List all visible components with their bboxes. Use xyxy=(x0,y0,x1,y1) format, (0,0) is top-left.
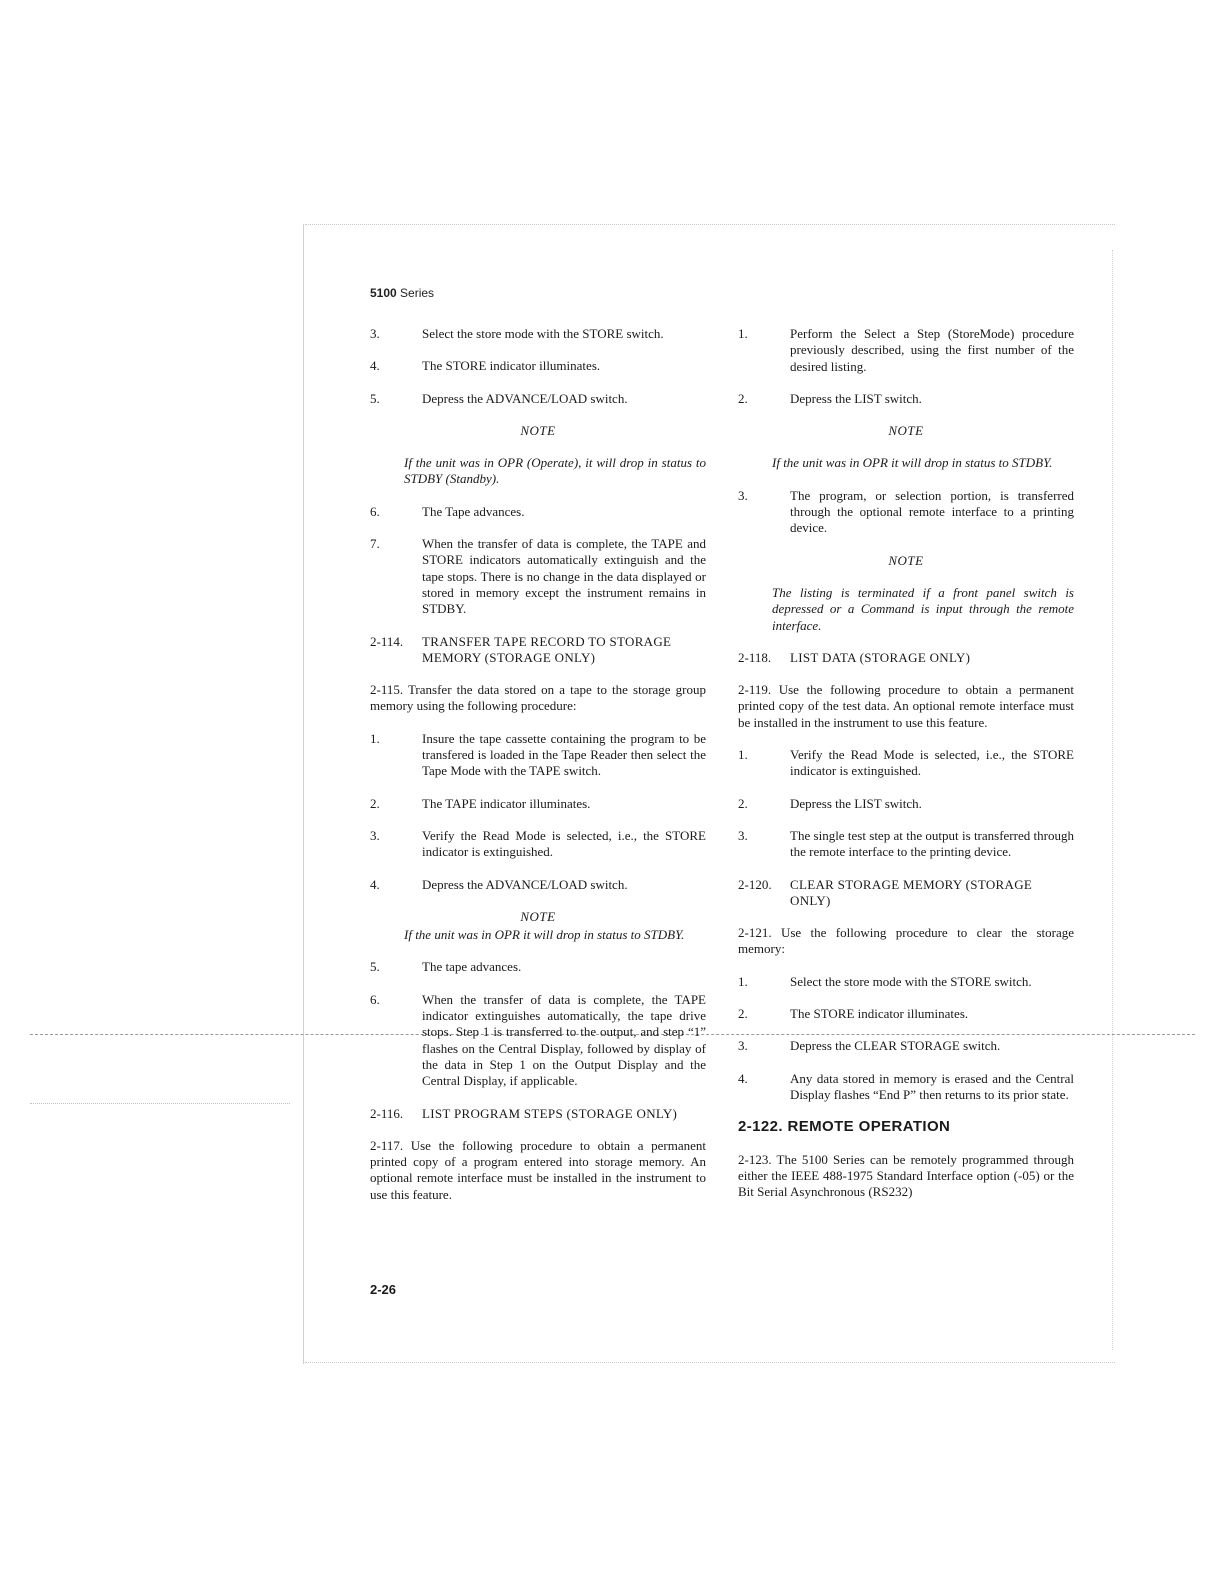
step-number: 4. xyxy=(370,358,380,374)
step-number: 3. xyxy=(738,827,748,843)
list-item xyxy=(738,747,1074,780)
step-text: Verify the Read Mode is selected, i.e., the STORE indicator is extinguished. xyxy=(422,827,706,860)
step-number: 2. xyxy=(738,390,748,406)
step-number: 7. xyxy=(370,536,380,552)
step-text: Select the store mode with the STORE switch. xyxy=(422,326,664,341)
step-text: Perform the Select a Step (StoreMode) procedure previously described, using the first number of the desired listing. xyxy=(790,326,1074,374)
section-heading-2-114 xyxy=(370,634,706,667)
paragraph-2-121: 2-121. Use the following procedure to clear the storage memory: xyxy=(738,925,1074,957)
scan-border-left xyxy=(303,224,304,1364)
step-text: Depress the ADVANCE/LOAD switch. xyxy=(422,876,628,892)
step-number: 2. xyxy=(370,795,380,811)
list-item xyxy=(370,358,706,374)
section-title: LIST PROGRAM STEPS (STORAGE ONLY) xyxy=(422,1105,678,1121)
note-title: NOTE xyxy=(520,908,556,924)
list-item xyxy=(370,731,706,780)
header-series: Series xyxy=(400,286,435,300)
paragraph-2-123: 2-123. The 5100 Series can be remotely programmed through either the IEEE 488-1975 Standard Interface option (-05) or the Bit Serial Asynchronous (RS232) xyxy=(738,1151,1074,1200)
step-number: 2. xyxy=(738,1006,748,1022)
paragraph-2-117: 2-117. Use the following procedure to obtain a permanent printed copy of a program entered into storage memory. An optional remote interface must be installed in the instrument to use this feature. xyxy=(370,1137,706,1202)
list-item xyxy=(738,974,1074,990)
page-header xyxy=(370,286,434,300)
step-text: When the transfer of data is complete, the TAPE and STORE indicators automatically extinguish and the tape stops. There is no change in the data displayed or stored in memory except the instrument remains in STDBY. xyxy=(422,536,706,617)
step-number: 6. xyxy=(370,991,380,1007)
section-title: LIST DATA (STORAGE ONLY) xyxy=(790,649,971,665)
step-text: Depress the LIST switch. xyxy=(790,795,922,811)
paragraph-2-115: 2-115. Transfer the data stored on a tape to the storage group memory using the following procedure: xyxy=(370,682,706,714)
note-text: If the unit was in OPR it will drop in status to STDBY. xyxy=(404,927,685,943)
step-number: 3. xyxy=(738,487,748,503)
scan-border-top xyxy=(305,224,1115,225)
note-text: If the unit was in OPR it will drop in status to STDBY. xyxy=(772,455,1053,471)
step-number: 1. xyxy=(738,326,748,341)
step-text: Any data stored in memory is erased and the Central Display flashes “End P” then returns to its prior state. xyxy=(790,1070,1074,1102)
step-text: Depress the ADVANCE/LOAD switch. xyxy=(422,390,628,406)
list-item xyxy=(738,828,1074,861)
step-text: Depress the CLEAR STORAGE switch. xyxy=(790,1038,1001,1054)
note-title: NOTE xyxy=(888,552,924,568)
list-item xyxy=(738,488,1074,537)
left-column xyxy=(370,326,706,1219)
step-text: The program, or selection portion, is transferred through the optional remote interface to a printing device. xyxy=(790,487,1074,536)
section-number: 2-114. xyxy=(370,633,404,649)
header-model: 5100 xyxy=(370,286,397,300)
step-text: The STORE indicator illuminates. xyxy=(790,1006,969,1022)
step-text: Verify the Read Mode is selected, i.e., the STORE indicator is extinguished. xyxy=(790,747,1074,779)
section-heading-2-116 xyxy=(370,1106,706,1122)
section-heading-2-120 xyxy=(738,877,1074,910)
section-number: 2-116. xyxy=(370,1105,404,1121)
paragraph-2-119: 2-119. Use the following procedure to obtain a permanent printed copy of the test data. An optional remote interface must be installed in the instrument to use this feature. xyxy=(738,682,1074,730)
step-text: Insure the tape cassette containing the program to be transfered is loaded in the Tape Reader then select the Tape Mode with the TAPE switch. xyxy=(422,730,706,779)
step-number: 5. xyxy=(370,959,380,975)
step-number: 4. xyxy=(738,1070,748,1086)
page-number: 2-26 xyxy=(370,1282,397,1297)
section-title: TRANSFER TAPE RECORD TO STORAGE MEMORY (STORAGE ONLY) xyxy=(422,633,672,665)
list-item xyxy=(370,504,706,520)
scan-right-edge-marks xyxy=(1112,250,1133,1350)
list-item xyxy=(370,326,706,342)
step-number: 1. xyxy=(738,747,748,763)
list-item xyxy=(738,796,1074,812)
list-item xyxy=(738,326,1074,375)
list-item xyxy=(370,828,706,861)
section-title: CLEAR STORAGE MEMORY (STORAGE ONLY) xyxy=(790,876,1033,908)
step-text: The Tape advances. xyxy=(422,503,525,519)
step-number: 2. xyxy=(738,795,748,811)
list-item xyxy=(738,391,1074,407)
step-number: 4. xyxy=(370,876,380,892)
note-title: NOTE xyxy=(888,423,924,439)
list-item xyxy=(738,1071,1074,1104)
section-number: 2-118. xyxy=(738,649,772,665)
step-text: The single test step at the output is transferred through the remote interface to the printing device. xyxy=(790,827,1074,860)
step-number: 3. xyxy=(370,827,380,843)
list-item xyxy=(738,1038,1074,1054)
scan-border-bottom xyxy=(305,1362,1115,1363)
step-number: 6. xyxy=(370,503,380,519)
list-item xyxy=(370,796,706,812)
step-number: 1. xyxy=(738,973,748,989)
step-number: 5. xyxy=(370,390,380,406)
note-title: NOTE xyxy=(520,422,556,438)
step-text: When the transfer of data is complete, the TAPE indicator extinguishes automatically, the tape drive stops. Step 1 is transferred to the output, and step “1” flashes on the Central Display, followed by display of the data in Step 1 on the Output Display and the Central Display, if applicable. xyxy=(422,991,706,1089)
section-heading-2-118 xyxy=(738,650,1074,666)
section-heading-remote-operation: 2-122. REMOTE OPERATION xyxy=(738,1118,951,1136)
right-column xyxy=(738,326,1074,1216)
scan-fold-line-secondary xyxy=(30,1103,290,1104)
list-item xyxy=(370,877,706,893)
list-item xyxy=(738,1006,1074,1022)
list-item xyxy=(370,992,706,1090)
list-item xyxy=(370,536,706,617)
step-text: The STORE indicator illuminates. xyxy=(422,358,601,374)
note-text: If the unit was in OPR (Operate), it will drop in status to STDBY (Standby). xyxy=(404,455,706,487)
step-number: 3. xyxy=(370,326,380,341)
step-text: The TAPE indicator illuminates. xyxy=(422,795,591,811)
list-item xyxy=(370,959,706,975)
step-text: The tape advances. xyxy=(422,959,522,975)
list-item xyxy=(370,391,706,407)
note-text: The listing is terminated if a front panel switch is depressed or a Command is input through the remote interface. xyxy=(772,584,1074,633)
step-text: Select the store mode with the STORE switch. xyxy=(790,973,1032,989)
section-number: 2-120. xyxy=(738,876,772,892)
step-number: 3. xyxy=(738,1038,748,1054)
step-number: 1. xyxy=(370,730,380,746)
step-text: Depress the LIST switch. xyxy=(790,390,922,406)
